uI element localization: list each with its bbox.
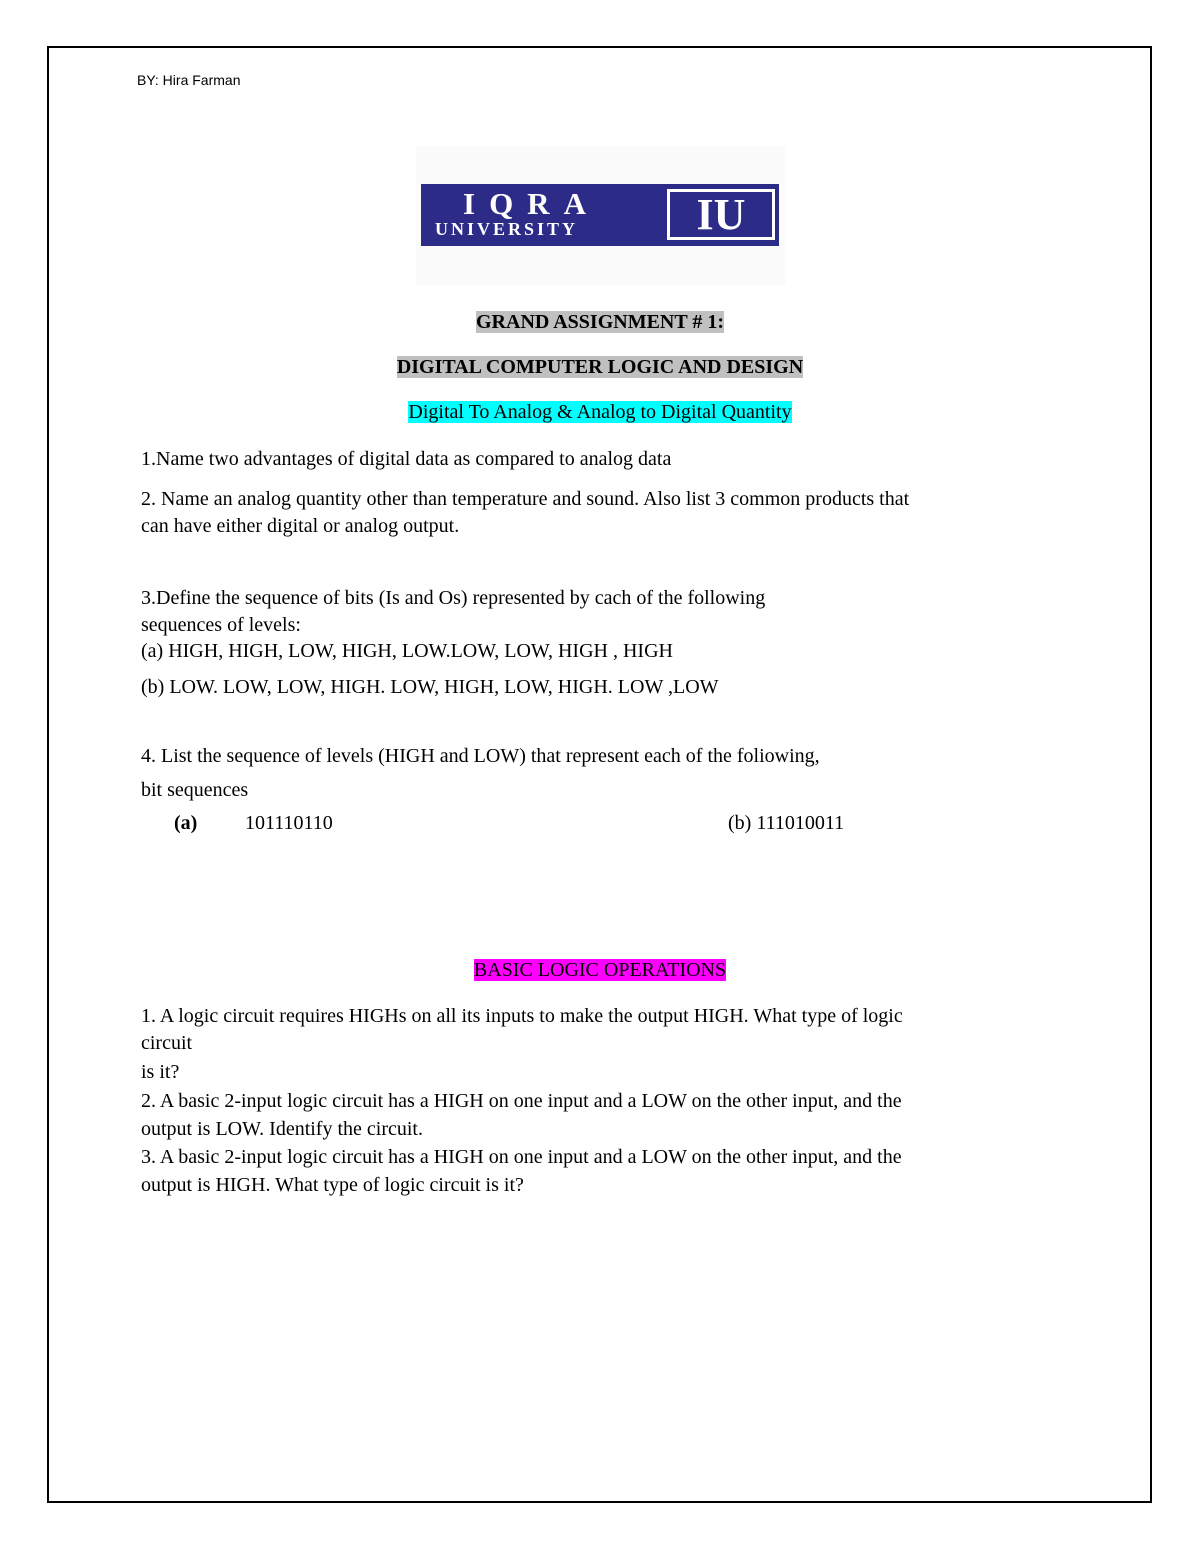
title-row [0,311,1200,334]
section2-question-2-line2: output is LOW. Identify the circuit. [141,1118,423,1140]
logo-banner [421,184,779,246]
section2-question-2-line1: 2. A basic 2-input logic circuit has a HIGH on one input and a LOW on the other input, and the [141,1090,902,1112]
section2-heading-row [0,959,1200,982]
section1-heading: Digital To Analog & Analog to Digital Quantity [408,401,792,423]
subtitle-row [0,356,1200,379]
section1-question-4-line2: bit sequences [141,779,249,801]
section2-question-1-line1: 1. A logic circuit requires HIGHs on all its inputs to make the output HIGH. What type of logic [141,1005,903,1027]
logo-university-text: UNIVERSITY [435,219,579,239]
assignment-title: GRAND ASSIGNMENT # 1: [476,311,724,333]
section1-heading-row [0,401,1200,424]
logo-iqra-text: IQRA [463,186,600,221]
section2-question-1-line2: circuit [141,1032,193,1054]
section1-question-3-line1: 3.Define the sequence of bits (Is and Os) represented by cach of the following [141,587,766,609]
section1-question-4a-label: (a) [174,812,198,834]
section2-heading: BASIC LOGIC OPERATIONS [473,959,727,981]
logo-badge-frame [667,189,775,240]
section1-question-1: 1.Name two advantages of digital data as compared to analog data [141,448,672,470]
logo-badge: IU [670,192,772,237]
section1-question-3b: (b) LOW. LOW, LOW, HIGH. LOW, HIGH, LOW, HIGH. LOW ,LOW [141,676,719,698]
section1-question-2-line2: can have either digital or analog output. [141,515,460,537]
section1-question-2-line1: 2. Name an analog quantity other than temperature and sound. Also list 3 common products that [141,488,910,510]
section1-question-4a-value: 101110110 [245,812,333,834]
course-title: DIGITAL COMPUTER LOGIC AND DESIGN [396,356,804,378]
logo-wordmark [421,184,666,246]
section1-question-3-line2: sequences of levels: [141,614,301,636]
section1-question-3a: (a) HIGH, HIGH, LOW, HIGH, LOW.LOW, LOW, HIGH , HIGH [141,640,673,662]
author-line: BY: Hira Farman [137,72,241,88]
section2-question-1-line3: is it? [141,1061,180,1083]
section2-question-3-line2: output is HIGH. What type of logic circuit is it? [141,1174,524,1196]
section2-question-3-line1: 3. A basic 2-input logic circuit has a HIGH on one input and a LOW on the other input, and the [141,1146,902,1168]
university-logo [416,145,786,285]
section1-question-4b: (b) 111010011 [728,812,845,834]
section1-question-4-line1: 4. List the sequence of levels (HIGH and LOW) that represent each of the foliowing, [141,745,820,767]
